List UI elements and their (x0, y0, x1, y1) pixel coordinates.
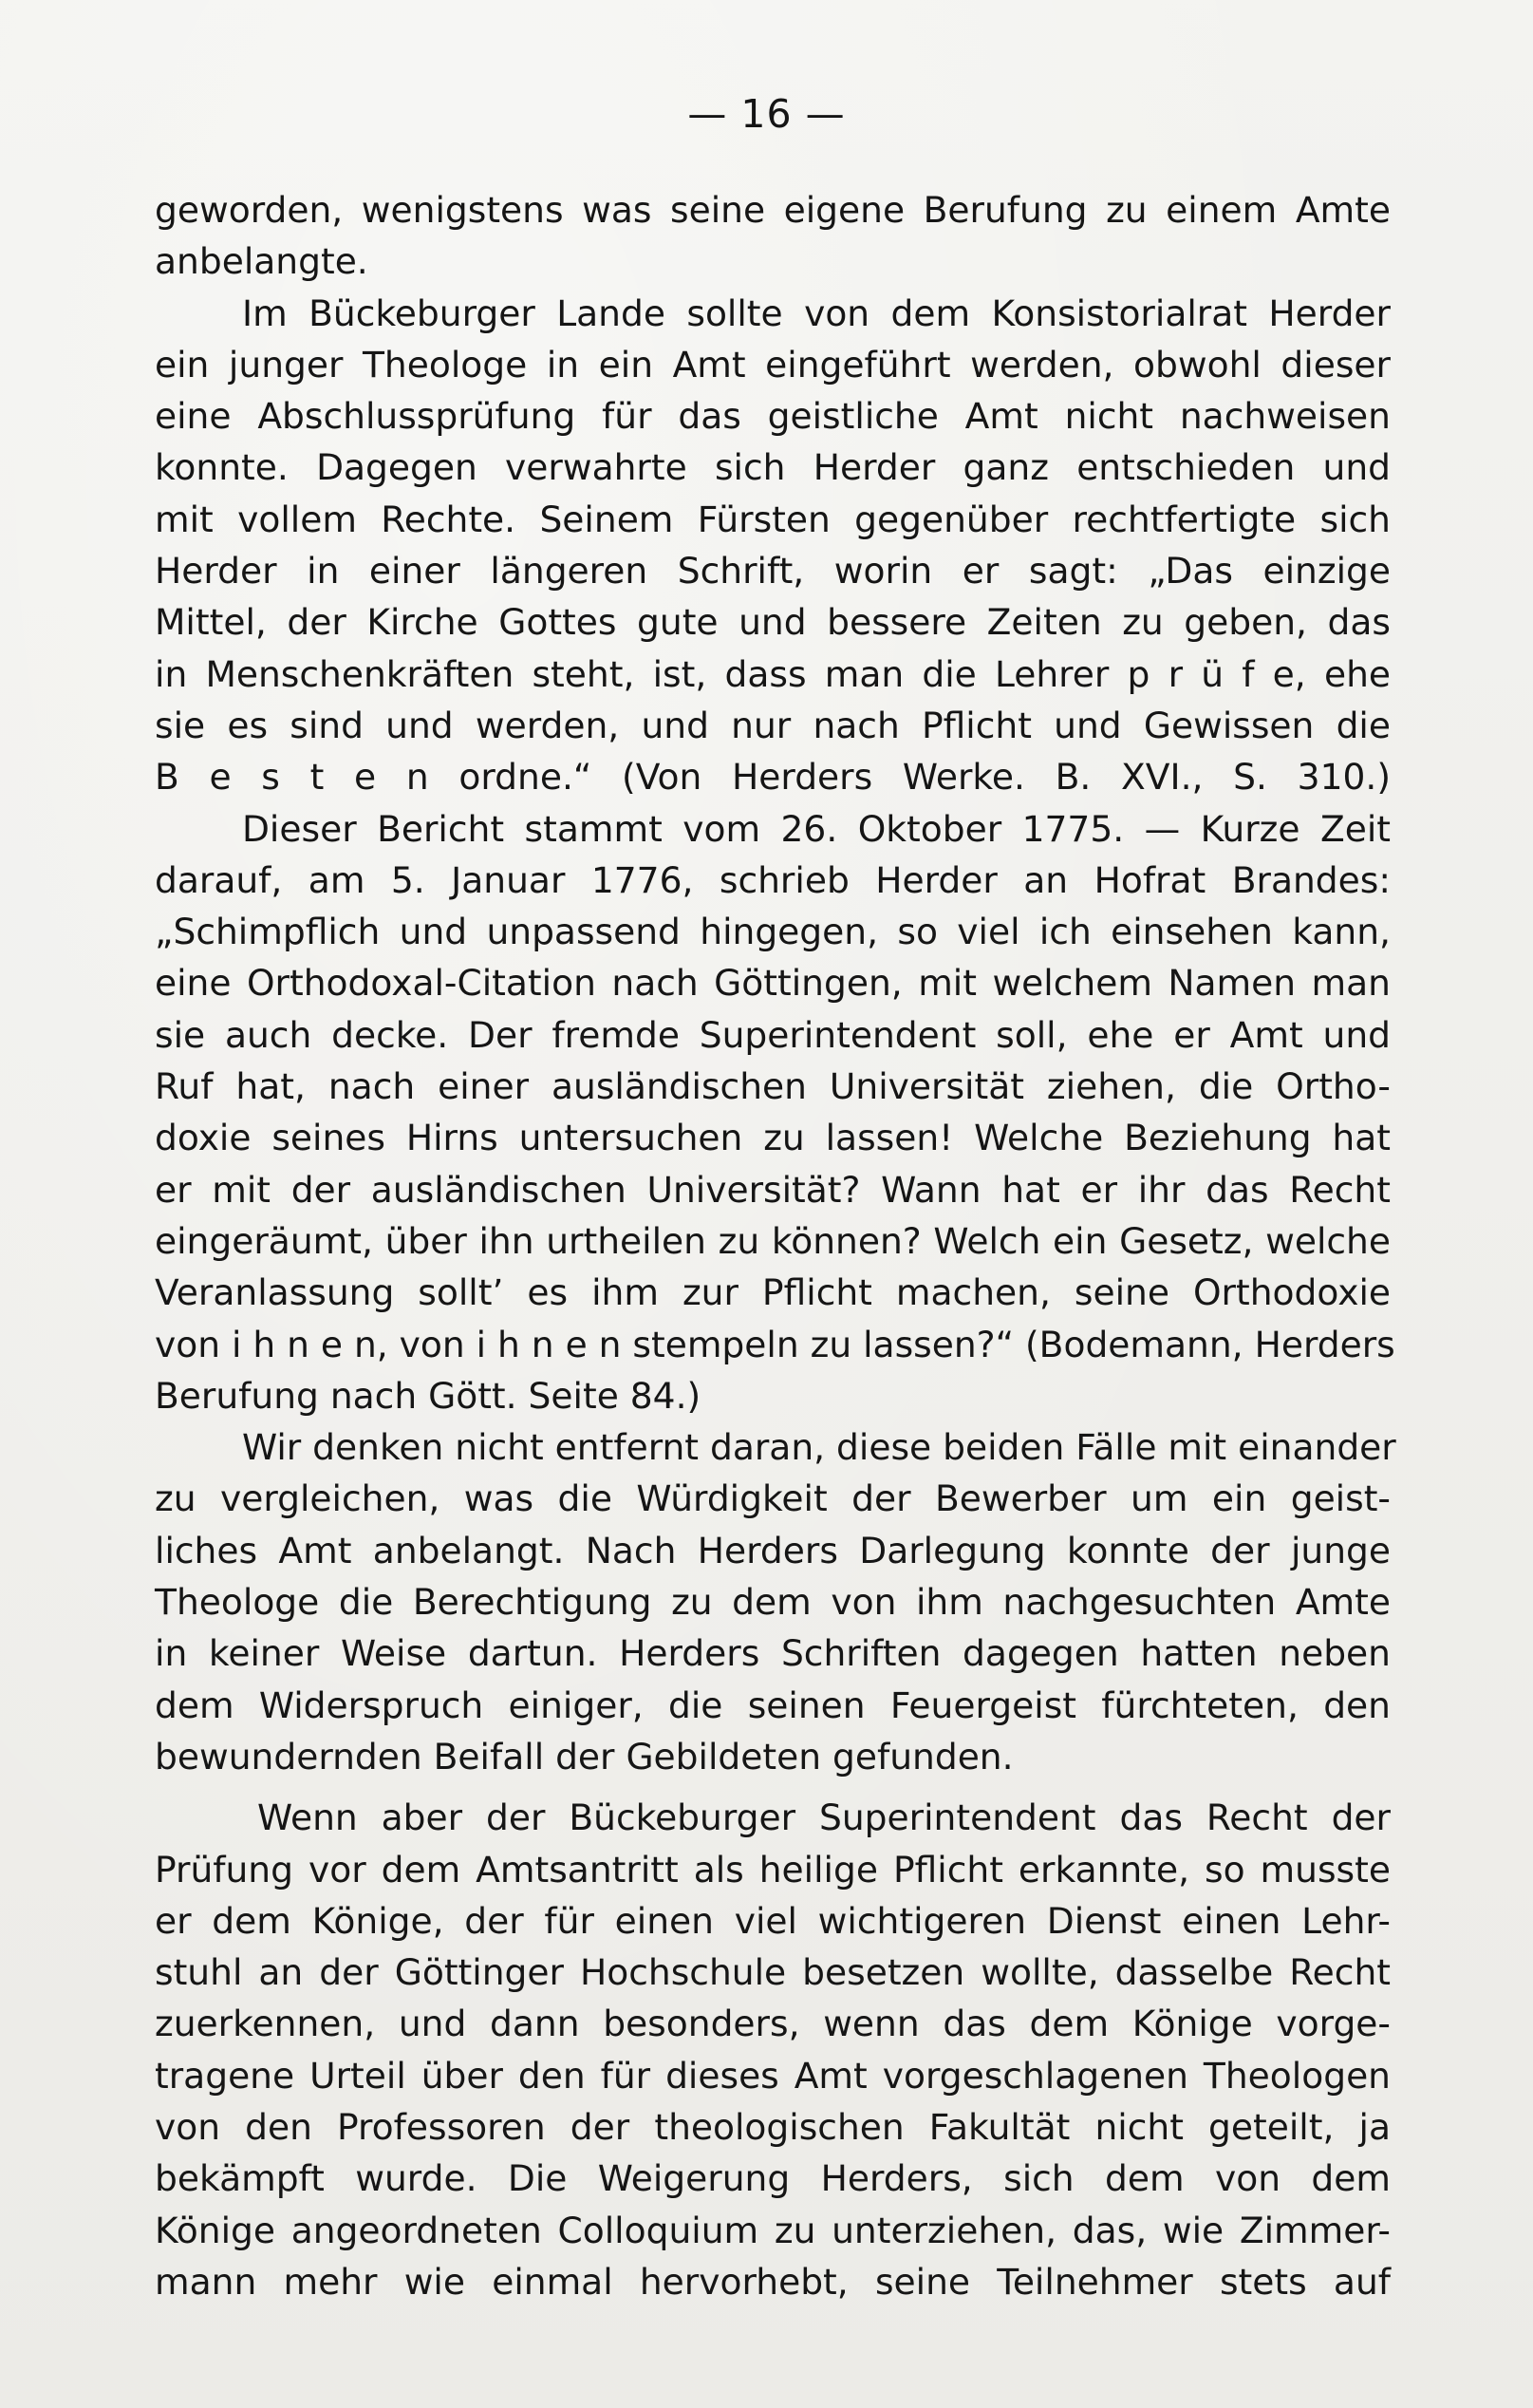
text-line: mit vollem Rechte. Seinem Fürsten gegenüber rechtfertigte sich (155, 498, 1391, 540)
text-line: anbelangte. (155, 240, 368, 283)
text-line: Wenn aber der Bückeburger Superintendent das Recht der (257, 1797, 1391, 1839)
text-line: sie auch decke. Der fremde Superintendent soll, ehe er Amt und (155, 1013, 1391, 1056)
text-line: tragene Urteil über den für dieses Amt vorgeschlagenen Theologen (155, 2054, 1391, 2097)
text-line: „Schimpflich und unpassend hingegen, so viel ich einsehen kann, (155, 911, 1391, 953)
text-line: bekämpft wurde. Die Weigerung Herders, sich dem von dem (155, 2157, 1391, 2200)
text-line: er mit der ausländischen Universität? Wann hat er ihr das Recht (155, 1168, 1391, 1211)
page-number: — 16 — (687, 91, 846, 137)
text-line: von i h n e n, von i h n e n stempeln zu lassen?“ (Bodemann, Herders (155, 1323, 1395, 1365)
text-line: Prüfung vor dem Amtsantritt als heilige Pflicht erkannte, so musste (155, 1848, 1391, 1891)
text-line: doxie seines Hirns untersuchen zu lassen! Welche Beziehung hat (155, 1117, 1391, 1159)
text-line: eine Abschlussprüfung für das geistliche Amt nicht nachweisen (155, 395, 1391, 438)
text-line: sie es sind und werden, und nur nach Pflicht und Gewissen die (155, 704, 1391, 746)
text-line: von den Professoren der theologischen Fakultät nicht geteilt, ja (155, 2105, 1391, 2148)
text-line: ein junger Theologe in ein Amt eingeführt werden, obwohl dieser (155, 343, 1391, 386)
text-line: in keiner Weise dartun. Herders Schriften dagegen hatten neben (155, 1632, 1391, 1675)
text-line: darauf, am 5. Januar 1776, schrieb Herder an Hofrat Brandes: (155, 858, 1391, 901)
text-line: eingeräumt, über ihn urtheilen zu können? Welch ein Gesetz, welche (155, 1219, 1391, 1262)
text-line: bewundernden Beifall der Gebildeten gefunden. (155, 1735, 1014, 1778)
text-line: eine Orthodoxal-Citation nach Göttingen, mit welchem Namen man (155, 962, 1391, 1005)
text-line: zuerkennen, und dann besonders, wenn das dem Könige vorge- (155, 2003, 1391, 2045)
text-line: stuhl an der Göttinger Hochschule besetzen wollte, dasselbe Recht (155, 1951, 1391, 1994)
text-line: B e s t e n ordne.“ (Von Herders Werke. B. XVI., S. 310.) (155, 756, 1391, 799)
text-line: Herder in einer längeren Schrift, worin er sagt: „Das einzige (155, 550, 1391, 593)
body-text (155, 184, 1396, 2307)
text-line: zu vergleichen, was die Würdigkeit der Bewerber um ein geist- (155, 1477, 1391, 1520)
text-line: Theologe die Berechtigung zu dem von ihm nachgesuchten Amte (155, 1581, 1391, 1624)
text-line: Könige angeordneten Colloquium zu unterziehen, das, wie Zimmer- (155, 2209, 1391, 2251)
text-line: dem Widerspruch einiger, die seinen Feuergeist fürchteten, den (155, 1684, 1391, 1726)
text-line: er dem Könige, der für einen viel wichtigeren Dienst einen Lehr- (155, 1899, 1391, 1942)
text-line: Dieser Bericht stammt vom 26. Oktober 1775. — Kurze Zeit (242, 807, 1391, 850)
text-line: in Menschenkräften steht, ist, dass man die Lehrer p r ü f e, ehe (155, 652, 1391, 695)
text-line: Berufung nach Gött. Seite 84.) (155, 1374, 701, 1417)
text-line: Mittel, der Kirche Gottes gute und bessere Zeiten zu geben, das (155, 601, 1391, 644)
text-line: konnte. Dagegen verwahrte sich Herder ganz entschieden und (155, 446, 1391, 489)
text-line: liches Amt anbelangt. Nach Herders Darlegung konnte der junge (155, 1529, 1391, 1571)
text-line: mann mehr wie einmal hervorhebt, seine Teilnehmer stets auf (155, 2260, 1391, 2303)
text-line: Veranlassung sollt’ es ihm zur Pflicht machen, seine Orthodoxie (155, 1271, 1391, 1314)
text-line: Im Bückeburger Lande sollte von dem Konsistorialrat Herder (242, 292, 1391, 334)
text-line: geworden, wenigstens was seine eigene Berufung zu einem Amte (155, 189, 1391, 231)
text-line: Wir denken nicht entfernt daran, diese beiden Fälle mit einander (242, 1426, 1396, 1469)
text-line: Ruf hat, nach einer ausländischen Universität ziehen, die Ortho- (155, 1065, 1391, 1108)
paragraph-gap (155, 1782, 1391, 1792)
